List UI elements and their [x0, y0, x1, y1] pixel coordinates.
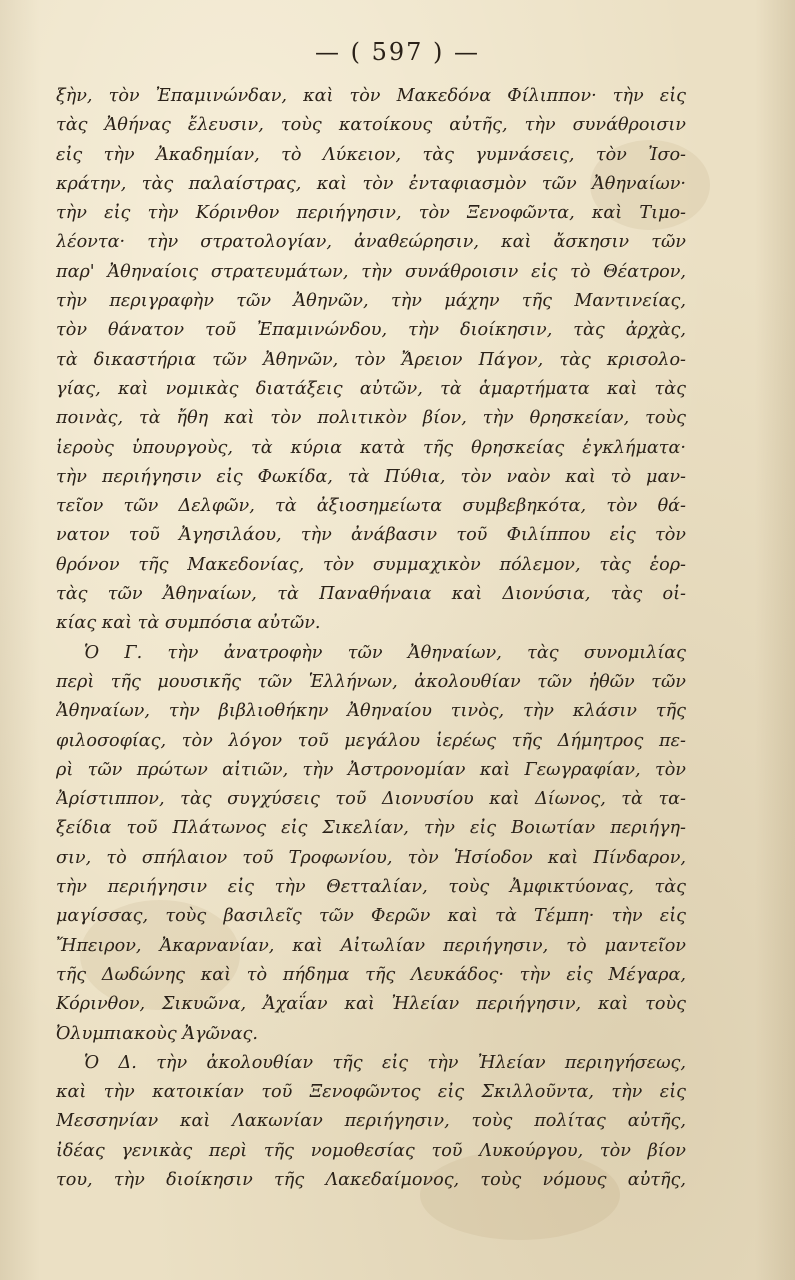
- paragraph-start: Ὁ Δ. τὴν ἀκολουθίαν τῆς εἰς τὴν Ἠλείαν περιηγήσεως,: [84, 1052, 686, 1073]
- text-line: Ἀθηναίων, τὴν βιβλιοθήκην Ἀθηναίου τινὸς, τὴν κλάσιν τῆς: [56, 701, 686, 722]
- text-line: γίας, καὶ νομικὰς διατάξεις αὐτῶν, τὰ ἁμαρτήματα καὶ τὰς: [56, 378, 686, 399]
- body-text: [56, 82, 686, 1195]
- text-line: Ὀλυμπιακοὺς Ἀγῶνας.: [56, 1023, 258, 1044]
- text-line: τὴν περιήγησιν εἰς τὴν Θετταλίαν, τοὺς Ἀμφικτύονας, τὰς: [56, 877, 686, 898]
- text-line: Μεσσηνίαν καὶ Λακωνίαν περιήγησιν, τοὺς πολίτας αὐτῆς,: [56, 1111, 686, 1132]
- text-line: θρόνον τῆς Μακεδονίας, τὸν συμμαχικὸν πόλεμον, τὰς ἑορ-: [56, 554, 686, 575]
- text-line: εἰς τὴν Ἀκαδημίαν, τὸ Λύκειον, τὰς γυμνάσεις, τὸν Ἰσο-: [56, 144, 686, 165]
- text-line: ρὶ τῶν πρώτων αἰτιῶν, τὴν Ἀστρονομίαν καὶ Γεωγραφίαν, τὸν: [56, 759, 686, 780]
- text-line: ποινὰς, τὰ ἤθη καὶ τὸν πολιτικὸν βίον, τὴν θρησκείαν, τοὺς: [56, 408, 686, 429]
- text-line: τὰς Ἀθήνας ἔλευσιν, τοὺς κατοίκους αὐτῆς, τὴν συνάθροισιν: [56, 115, 686, 136]
- text-line: Ἀρίστιππον, τὰς συγχύσεις τοῦ Διονυσίου καὶ Δίωνος, τὰ τα-: [56, 789, 686, 810]
- text-line: περὶ τῆς μουσικῆς τῶν Ἑλλήνων, ἀκολουθίαν τῶν ἠθῶν τῶν: [56, 671, 686, 692]
- text-line: κίας καὶ τὰ συμπόσια αὐτῶν.: [56, 613, 321, 634]
- text-line: ἰδέας γενικὰς περὶ τῆς νομοθεσίας τοῦ Λυκούργου, τὸν βίον: [56, 1140, 686, 1161]
- text-line: του, τὴν διοίκησιν τῆς Λακεδαίμονος, τοὺς νόμους αὐτῆς,: [56, 1169, 686, 1190]
- text-line: κράτην, τὰς παλαίστρας, καὶ τὸν ἐνταφιασμὸν τῶν Ἀθηναίων·: [56, 173, 686, 194]
- text-line: Ἤπειρον, Ἀκαρνανίαν, καὶ Αἰτωλίαν περιήγησιν, τὸ μαντεῖον: [56, 935, 686, 956]
- paragraph-start: Ὁ Γ. τὴν ἀνατροφὴν τῶν Ἀθηναίων, τὰς συνομιλίας: [84, 642, 686, 663]
- text-line: τὴν περιήγησιν εἰς Φωκίδα, τὰ Πύθια, τὸν ναὸν καὶ τὸ μαν-: [56, 466, 686, 487]
- text-line: τὴν εἰς τὴν Κόρινθον περιήγησιν, τὸν Ξενοφῶντα, καὶ Τιμο-: [56, 203, 686, 224]
- text-line: ξὴν, τὸν Ἐπαμινώνδαν, καὶ τὸν Μακεδόνα Φίλιππον· τὴν εἰς: [56, 86, 686, 106]
- text-line: τὴν περιγραφὴν τῶν Ἀθηνῶν, τὴν μάχην τῆς Μαντινείας,: [56, 291, 686, 312]
- text-line: καὶ τὴν κατοικίαν τοῦ Ξενοφῶντος εἰς Σκιλλοῦντα, τὴν εἰς: [56, 1082, 686, 1103]
- text-line: ἱεροὺς ὑπουργοὺς, τὰ κύρια κατὰ τῆς θρησκείας ἐγκλήματα·: [56, 437, 686, 458]
- text-line: τεῖον τῶν Δελφῶν, τὰ ἀξιοσημείωτα συμβεβηκότα, τὸν θά-: [56, 496, 686, 517]
- text-line: τὰ δικαστήρια τῶν Ἀθηνῶν, τὸν Ἄρειον Πάγον, τὰς κρισολο-: [56, 349, 686, 370]
- text-line: σιν, τὸ σπήλαιον τοῦ Τροφωνίου, τὸν Ἡσίοδον καὶ Πίνδαρον,: [56, 847, 686, 868]
- text-line: τῆς Δωδώνης καὶ τὸ πήδημα τῆς Λευκάδος· τὴν εἰς Μέγαρα,: [56, 964, 686, 985]
- text-line: τὸν θάνατον τοῦ Ἐπαμινώνδου, τὴν διοίκησιν, τὰς ἀρχὰς,: [56, 320, 686, 341]
- text-line: μαγίσσας, τοὺς βασιλεῖς τῶν Φερῶν καὶ τὰ Τέμπη· τὴν εἰς: [56, 906, 686, 927]
- text-line: λέοντα· τὴν στρατολογίαν, ἀναθεώρησιν, καὶ ἄσκησιν τῶν: [56, 232, 686, 253]
- text-line: τὰς τῶν Ἀθηναίων, τὰ Παναθήναια καὶ Διονύσια, τὰς οἰ-: [56, 584, 686, 605]
- text-line: ξείδια τοῦ Πλάτωνος εἰς Σικελίαν, τὴν εἰς Βοιωτίαν περιήγη-: [56, 818, 686, 839]
- text-line: Κόρινθον, Σικυῶνα, Ἀχαΐαν καὶ Ἠλείαν περιήγησιν, καὶ τοὺς: [56, 994, 686, 1015]
- text-line: νατον τοῦ Ἀγησιλάου, τὴν ἀνάβασιν τοῦ Φιλίππου εἰς τὸν: [56, 525, 686, 546]
- text-line: παρ' Ἀθηναίοις στρατευμάτων, τὴν συνάθροισιν εἰς τὸ Θέατρον,: [56, 261, 686, 282]
- text-line: φιλοσοφίας, τὸν λόγον τοῦ μεγάλου ἱερέως τῆς Δήμητρος πε-: [56, 730, 686, 751]
- page-number-header: — ( 597 ) —: [314, 38, 481, 66]
